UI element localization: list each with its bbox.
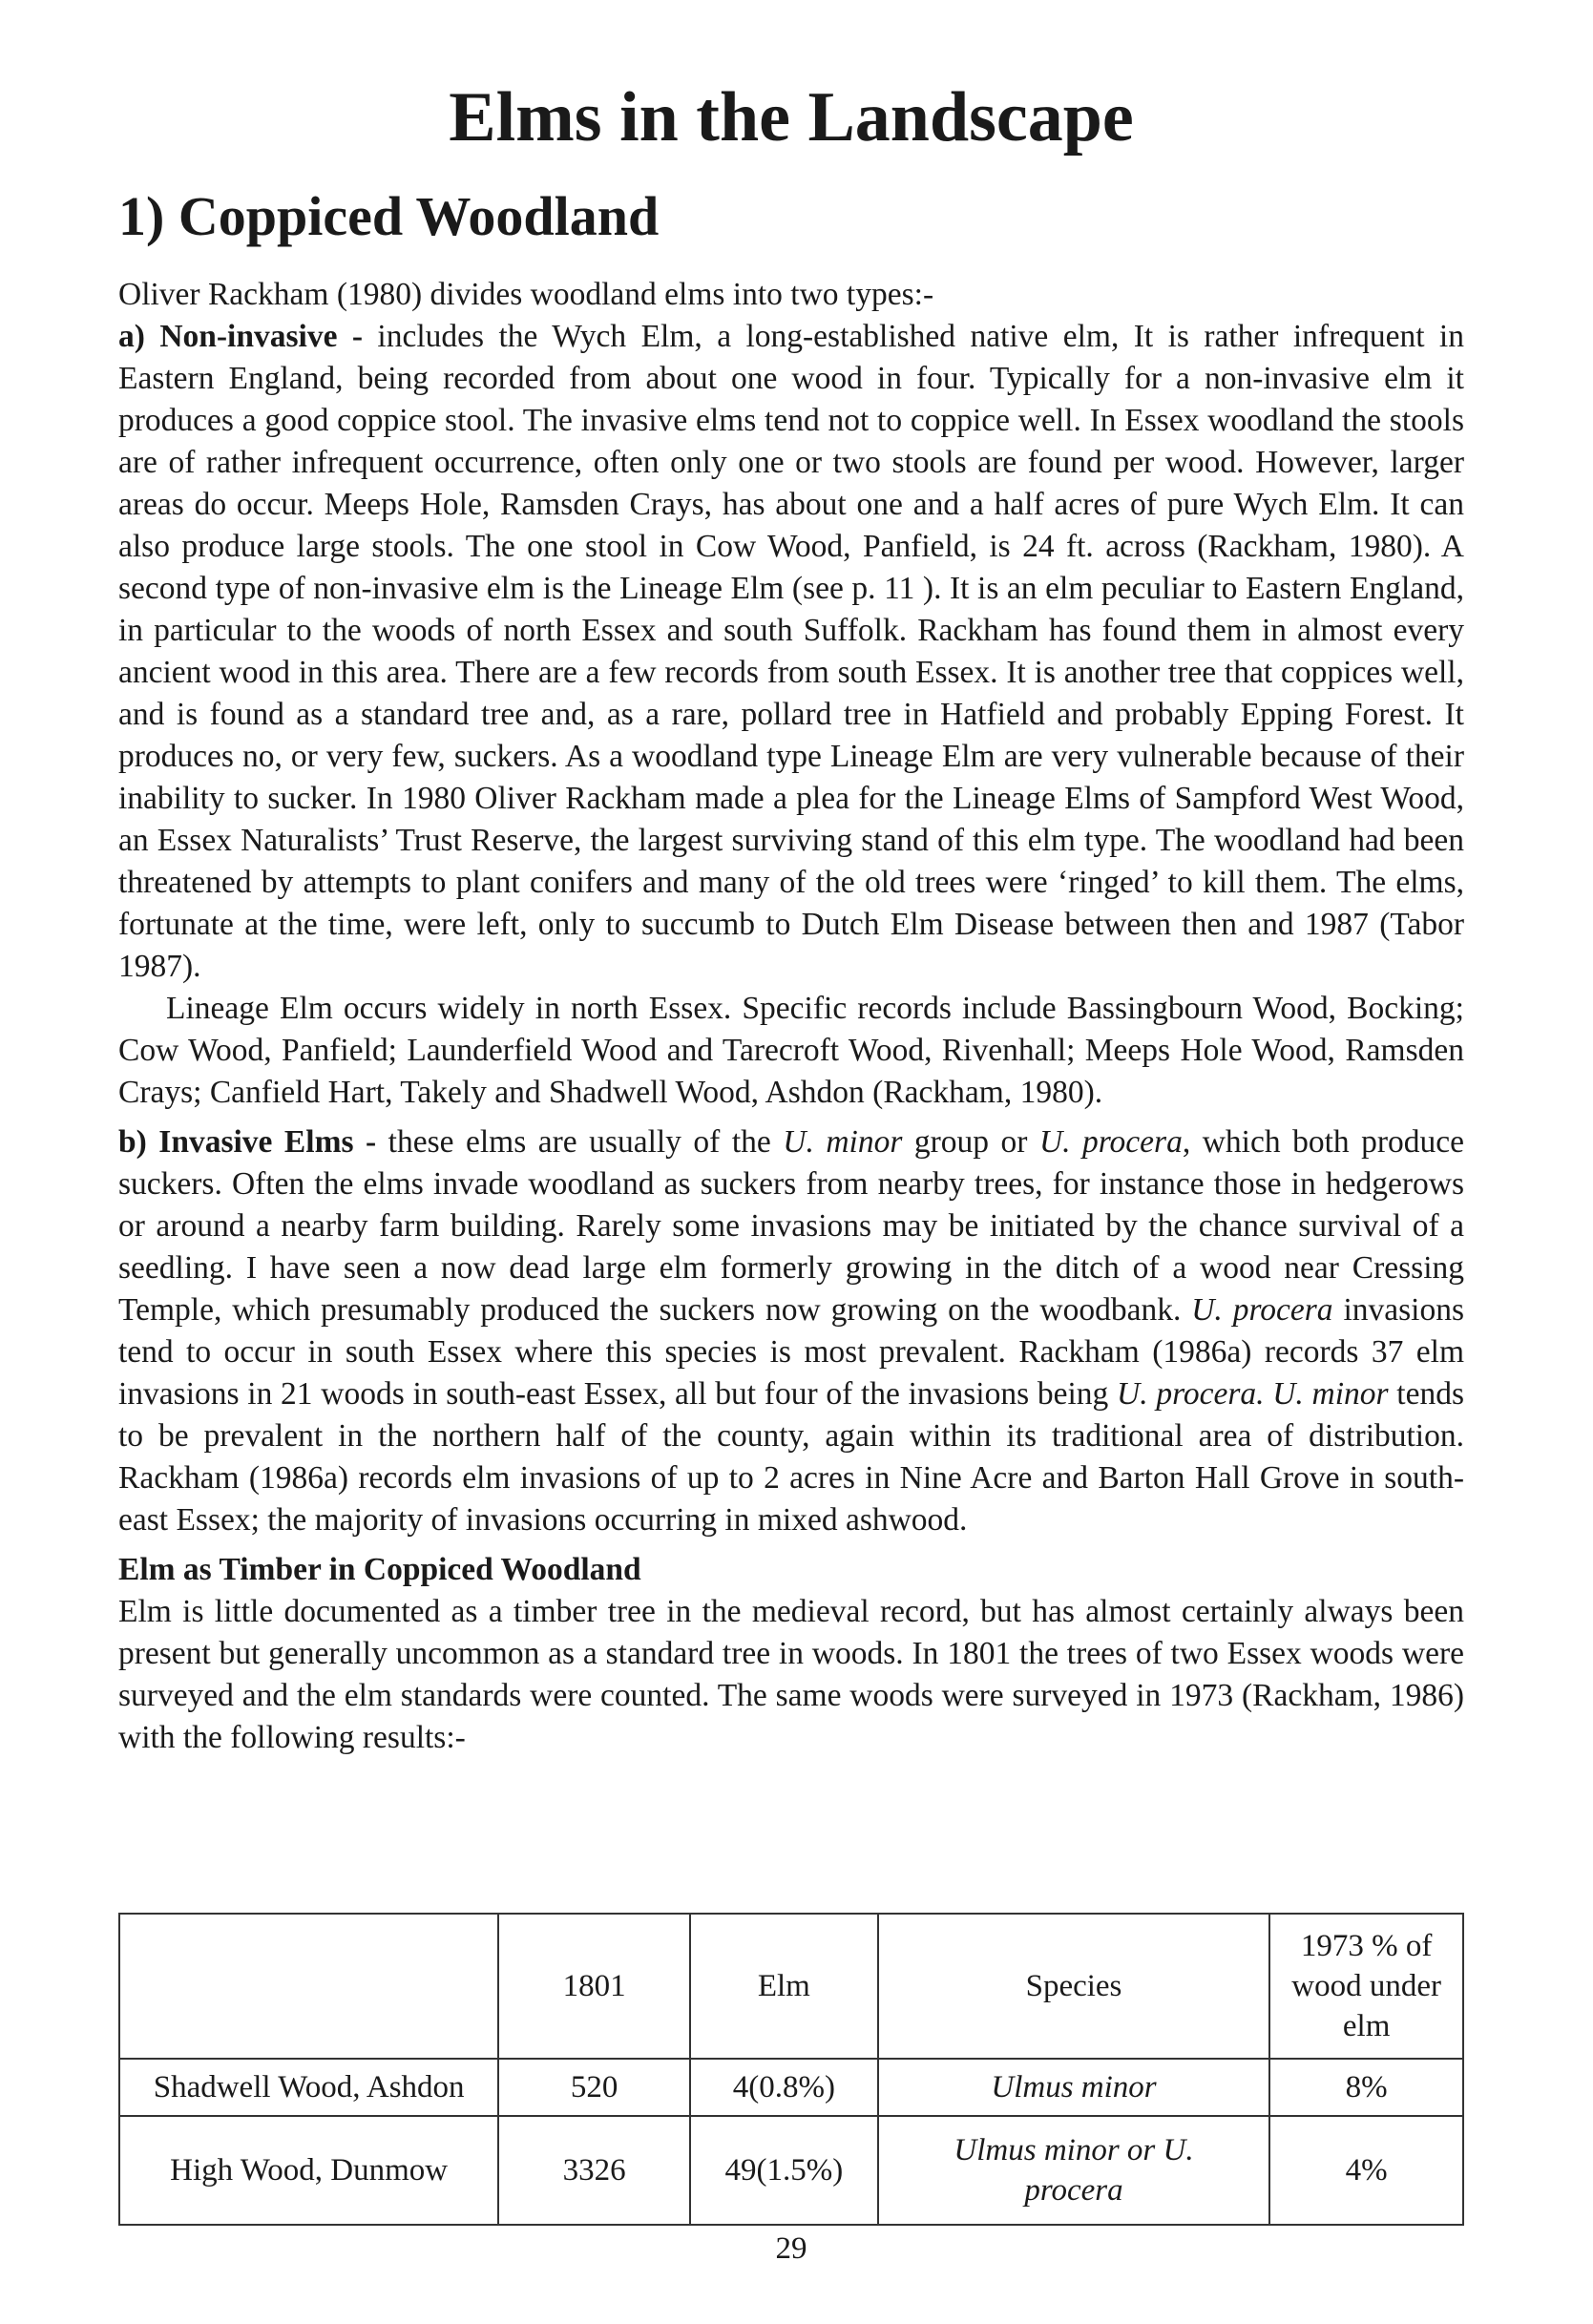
table-cell-1973: 4% [1269,2116,1463,2225]
invasive-species-4: U. procera. U. minor [1117,1376,1389,1412]
table-cell-elm: 49(1.5%) [690,2116,878,2225]
invasive-text-2: group or [902,1124,1039,1160]
table-row [119,2059,1463,2116]
table-cell-wood: Shadwell Wood, Ashdon [119,2059,498,2116]
lineage-paragraph: Lineage Elm occurs widely in north Essex. Specific records include Bassingbourn Wood, Bocking; Cow Wood, Panfield; Launderfield Wood and Tarecroft Wood, Rivenhall; Meeps Hole Wood, Ramsden Crays; Canfield Hart, Takely and Shadwell Wood, Ashdon (Rackham, 1980). [118,991,1464,1110]
timber-paragraph: Elm is little documented as a timber tree in the medieval record, but has almost certainly always been present but generally uncommon as a standard tree in woods. In 1801 the trees of two Essex woods were surveyed and the elm standards were counted. The same woods were surveyed in 1973 (Rackham, 1986) with the following results:- [118,1594,1464,1755]
table-header-row [119,1914,1463,2059]
table-header-cell: Elm [690,1914,878,2059]
invasive-text-5: tends to be prevalent in the northern half of the county, again within its traditional area of distribution. Rackham (1986a) records elm invasions of up to 2 acres in Nine Acre and Barton Hall Grove in south-east Essex; the majority of invasions occurring in mixed ashwood. [118,1376,1464,1538]
invasive-species-2: U. procera [1038,1124,1183,1160]
table-cell-1801: 3326 [498,2116,690,2225]
table-cell-1973: 8% [1269,2059,1463,2116]
timber-heading: Elm as Timber in Coppiced Woodland [118,1552,641,1587]
invasive-species-3: U. procera [1191,1292,1333,1328]
table-row [119,2116,1463,2225]
table-header-cell: 1801 [498,1914,690,2059]
table-cell-1801: 520 [498,2059,690,2116]
table-cell-species: Ulmus minor [878,2059,1270,2116]
section-heading: 1) Coppiced Woodland [118,185,660,247]
table-header-cell: Species [878,1914,1270,2059]
table-cell-wood: High Wood, Dunmow [119,2116,498,2225]
invasive-text-1: these elms are usually of the [376,1124,784,1160]
invasive-paragraph [118,1121,1464,1541]
page-title: Elms in the Landscape [449,78,1134,157]
table-header-cell: 1973 % of wood under elm [1269,1914,1463,2059]
invasive-species-1: U. minor [783,1124,903,1160]
body-text [118,274,1464,1759]
invasive-text-3: , which both produce suckers. Often the elms invade woodland as suckers from nearby trees, for instance those in hedgerows or around a nearby farm building. Rarely some invasions may be initiated by the chance survival of a seedling. I have seen a now dead large elm formerly growing in the ditch of a wood near Cressing Temple, which presumably produced the suckers now growing on the woodbank. [118,1124,1465,1328]
intro-paragraph: Oliver Rackham (1980) divides woodland elms into two types:- [118,277,934,312]
elm-survey-table [118,1913,1464,2226]
table-cell-species: Ulmus minor or U. procera [878,2116,1270,2225]
table-cell-elm: 4(0.8%) [690,2059,878,2116]
non-invasive-text: includes the Wych Elm, a long-established native elm, It is rather infrequent in Eastern England, being recorded from about one wood in four. Typically for a non-invasive elm it produces a good coppice stool. The invasive elms tend not to coppice well. In Essex woodland the stools are of rather infrequent occurrence, often only one or two stools are found per wood. However, larger areas do occur. Meeps Hole, Ramsden Crays, has about one and a half acres of pure Wych Elm. It can also produce large stools. The one stool in Cow Wood, Panfield, is 24 ft. across (Rackham, 1980). A second type of non-invasive elm is the Lineage Elm (see p. 11 ). It is an elm peculiar to Eastern England, in particular to the woods of north Essex and south Suffolk. Rackham has found them in almost every ancient wood in this area. There are a few records from south Essex. It is another tree that coppices well, and is found as a standard tree and, as a rare, pollard tree in Hatfield and probably Epping Forest. It produces no, or very few, suckers. As a woodland type Lineage Elm are very vulnerable because of their inability to sucker. In 1980 Oliver Rackham made a plea for the Lineage Elms of Sampford West Wood, an Essex Naturalists’ Trust Reserve, the largest surviving stand of this elm type. The woodland had been threatened by attempts to plant conifers and many of the old trees were ‘ringed’ to kill them. The elms, fortunate at the time, were left, only to succumb to Dutch Elm Disease between then and 1987 (Tabor 1987). [118,319,1464,984]
non-invasive-label: a) Non-invasive - [118,319,364,354]
invasive-text-4: invasions tend to occur in south Essex where this species is most prevalent. Rackham (1986a) records 37 elm invasions in 21 woods in south-east Essex, all but four of the invasions being [118,1292,1464,1412]
invasive-label: b) Invasive Elms - [118,1124,377,1160]
non-invasive-paragraph [118,316,1464,988]
table-header-cell [119,1914,498,2059]
page-number: 29 [775,2231,807,2266]
